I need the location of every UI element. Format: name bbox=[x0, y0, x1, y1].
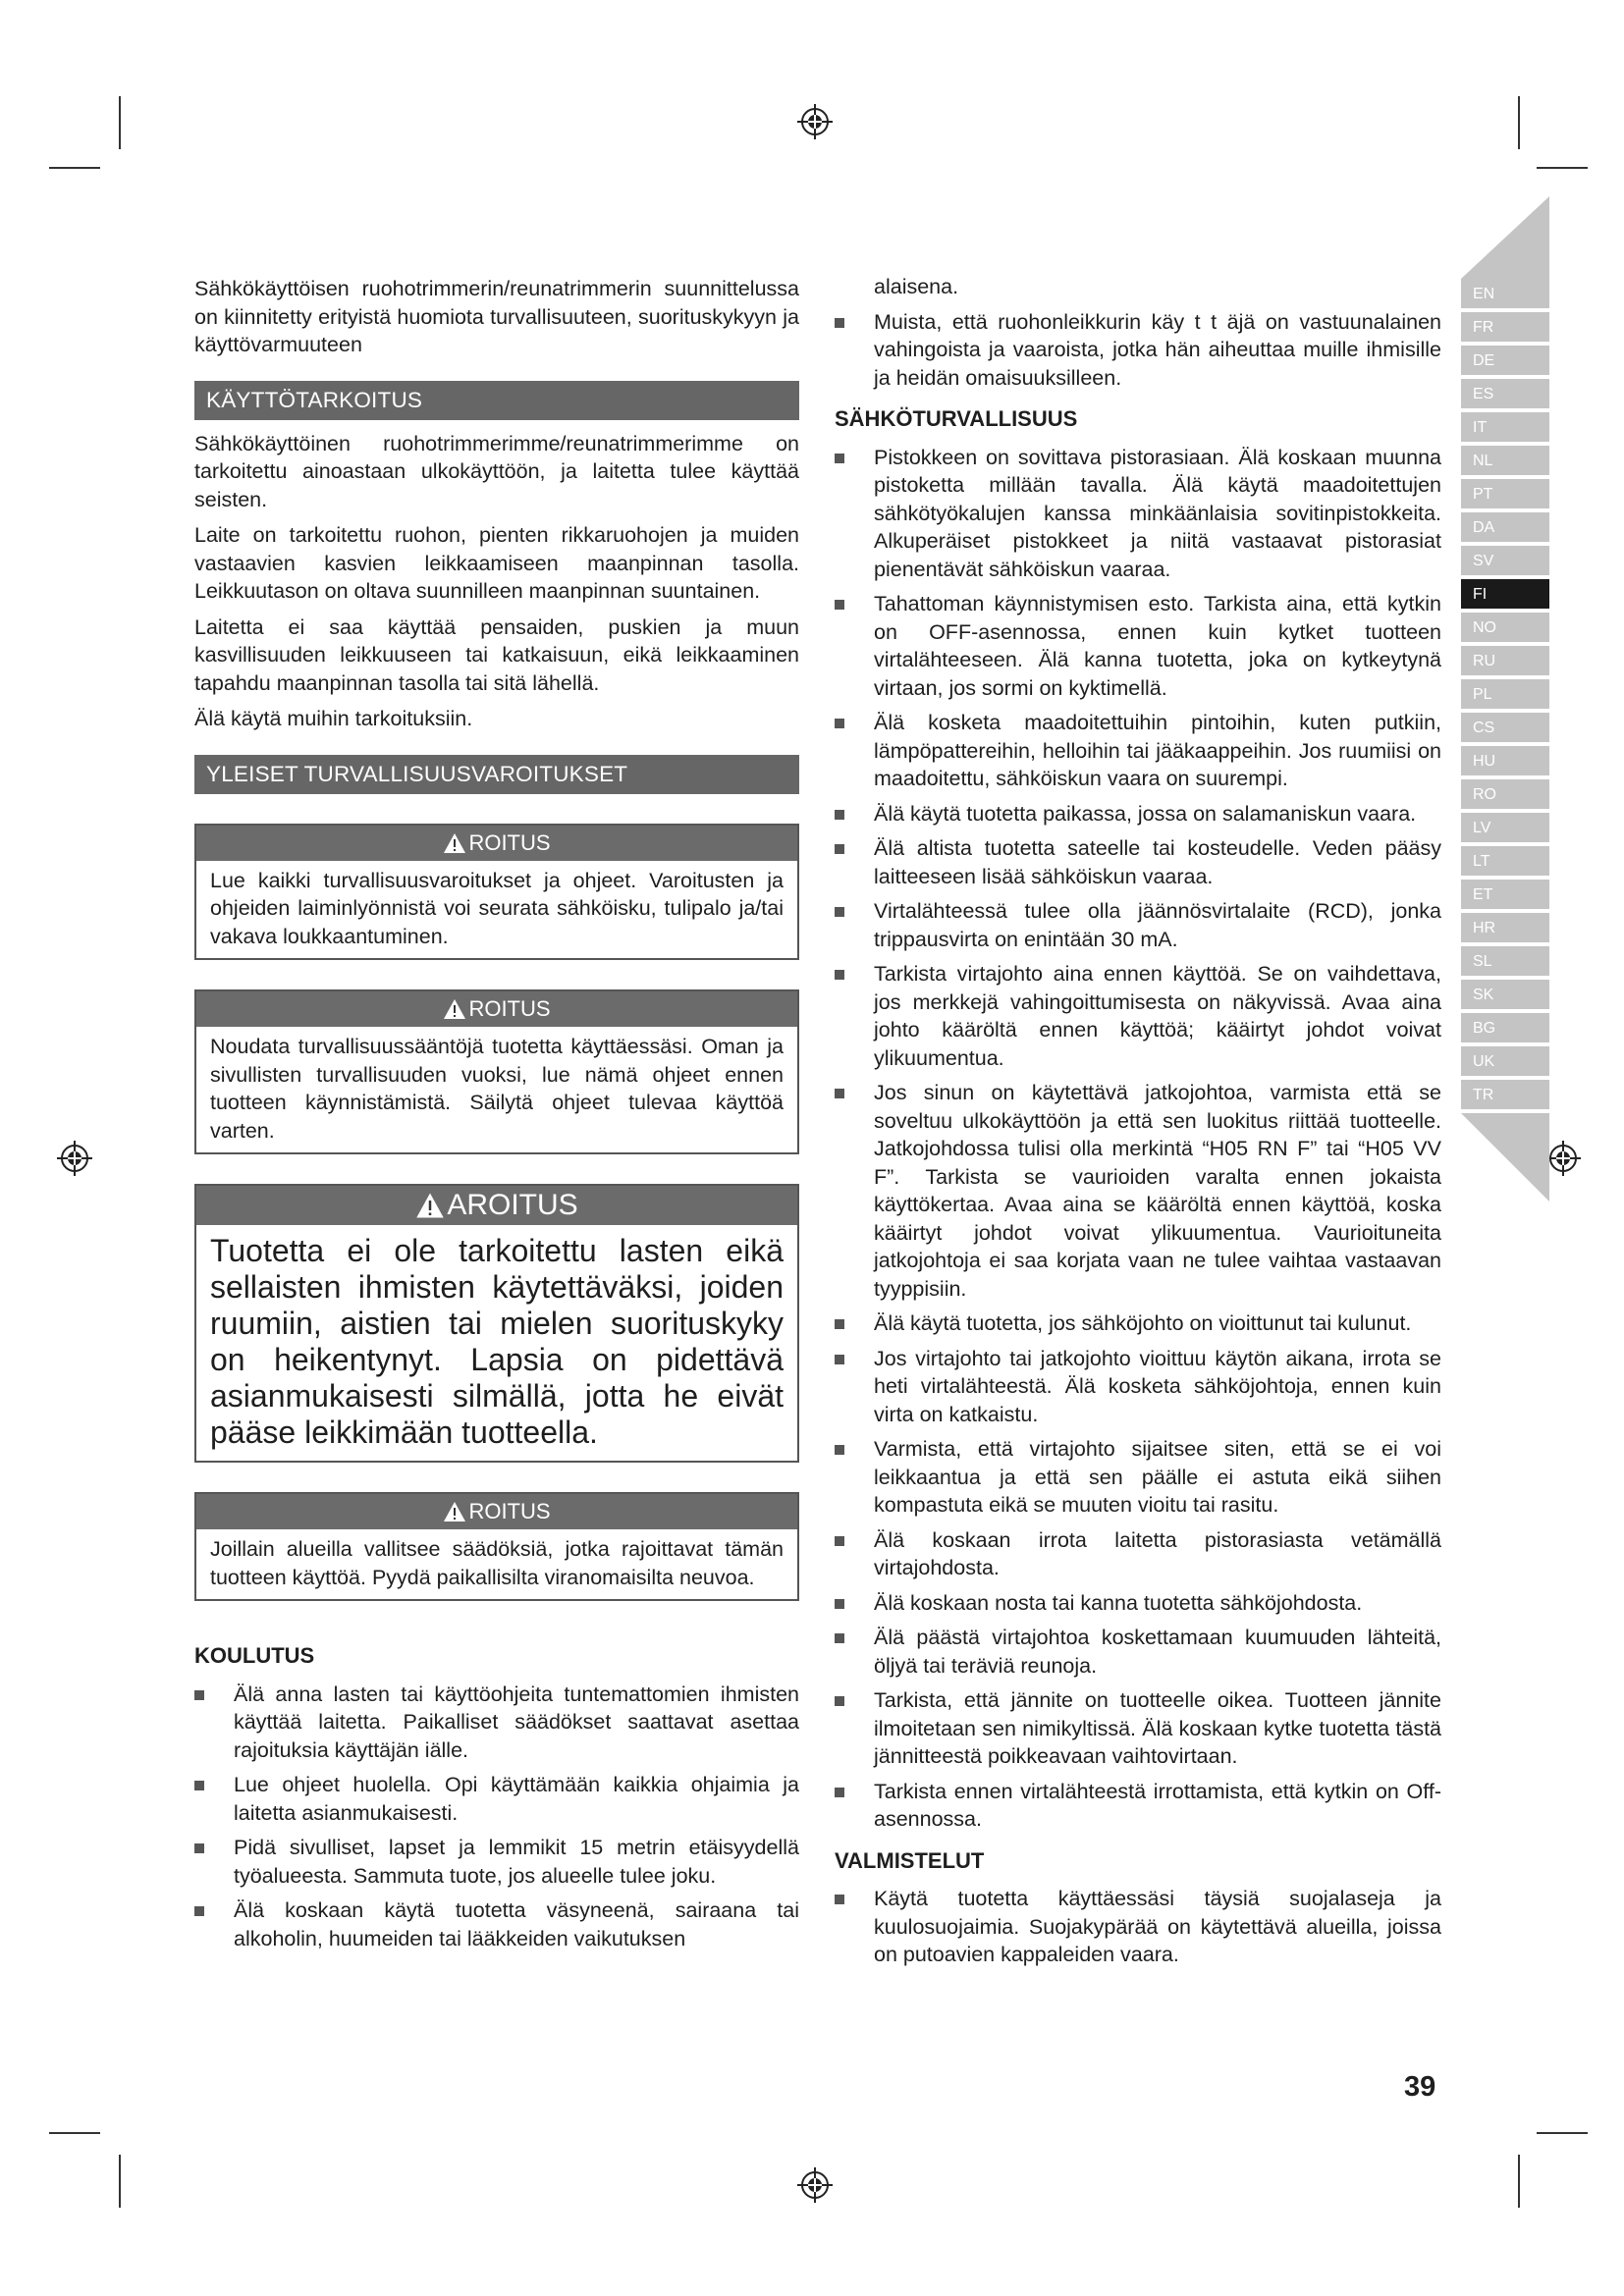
language-tab-lt[interactable]: LT bbox=[1461, 846, 1549, 878]
language-tab-no[interactable]: NO bbox=[1461, 613, 1549, 644]
language-tab-fr[interactable]: FR bbox=[1461, 312, 1549, 344]
list-item: Älä anna lasten tai käyttöohjeita tuntemattomien ihmisten käyttää laitetta. Paikalliset säädökset saattavat asettaa rajoituksia käyttäjän iälle. bbox=[194, 1681, 799, 1765]
list-item: Jos sinun on käytettävä jatkojohtoa, varmista että se soveltuu ulkokäyttöön ja että sen luokitus riittää tuotteelle. Jatkojohdossa tulisi olla merkintä “H05 RN F” tai “H05 VV F”. Tarkista se vaurioiden varalta ennen jokaista käyttökertaa. Avaa aina se kääröltä ennen käyttöä, koska kääirtyt johdot voivat ylikuumentua. Vaurioituneita jatkojohtoja ei saa korjata vaan ne tulee vaihtaa vastaavan tyyppisiin. bbox=[835, 1079, 1441, 1303]
crop-mark bbox=[49, 167, 100, 169]
tab-strip-bottom-triangle bbox=[1461, 1113, 1549, 1201]
intro-text: Sähkökäyttöisen ruohotrimmerin/reunatrimmerin suunnittelussa on kiinnitetty erityistä huomiota turvallisuuteen, suorituskykyyn ja käyttövarmuuteen bbox=[194, 277, 799, 356]
crop-mark bbox=[49, 2132, 100, 2134]
left-column bbox=[194, 275, 799, 1959]
language-tab-de[interactable]: DE bbox=[1461, 346, 1549, 377]
paragraph: Laite on tarkoitettu ruohon, pienten rikkaruohojen ja muiden vastaavien kasvien leikkaamiseen maanpinnan tasolla. Leikkuutason on oltava suunnilleen maanpinnan suuntainen. bbox=[194, 523, 799, 603]
list-item: Älä päästä virtajohtoa koskettamaan kuumuuden lähteitä, öljyä tai teräviä reunoja. bbox=[835, 1624, 1441, 1680]
list-item: Lue ohjeet huolella. Opi käyttämään kaikkia ohjaimia ja laitetta asianmukaisesti. bbox=[194, 1771, 799, 1827]
list-item: Jos virtajohto tai jatkojohto vioittuu käytön aikana, irrota se heti virtalähteestä. Älä kosketa sähköjohtoja, ennen kuin virta on katkaistu. bbox=[835, 1345, 1441, 1429]
language-tab-bg[interactable]: BG bbox=[1461, 1013, 1549, 1044]
list-item: Käytä tuotetta käyttäessäsi täysiä suojalaseja ja kuulosuojaimia. Suojakypärää on käytettävä alueilla, joissa on putoavien kappaleiden vaara. bbox=[835, 1885, 1441, 1969]
language-tab-it[interactable]: IT bbox=[1461, 412, 1549, 444]
list-item: Älä altista tuotetta sateelle tai kosteudelle. Veden pääsy laitteeseen lisää sähköiskun vaaraa. bbox=[835, 834, 1441, 890]
warning-box bbox=[194, 1492, 799, 1601]
crop-mark bbox=[1537, 2132, 1588, 2134]
warning-title: ROITUS bbox=[468, 829, 551, 855]
section-title-training: KOULUTUS bbox=[194, 1643, 315, 1668]
warning-text: Tuotetta ei ole tarkoitettu lasten eikä sellaisten ihmisten käytettäväksi, joiden ruumiin, aistien tai mielen suorituskyky on heikentynyt. Lapsia on pidettävä asianmukaisesti silmällä, jotta he eivät pääse leikkimään tuotteella. bbox=[210, 1233, 784, 1450]
paragraph: Laitetta ei saa käyttää pensaiden, puskien ja muun kasvillisuuden leikkuuseen tai katkaisuun, eikä leikkaaminen tapahdu maanpinnan tasolla tai sitä lähellä. bbox=[194, 614, 799, 695]
list-item: Älä koskaan nosta tai kanna tuotetta sähköjohdosta. bbox=[835, 1589, 1441, 1618]
list-item: Tarkista virtajohto aina ennen käyttöä. Se on vaihdettava, jos merkkejä vahingoittumisesta on näkyvissä. Avaa aina johto kääröltä ennen käyttöä; kääirtyt johdot voivat ylikuumentua. bbox=[835, 960, 1441, 1072]
preparation-list bbox=[835, 1885, 1441, 1969]
warning-text: Noudata turvallisuussääntöjä tuotetta käyttäessäsi. Oman ja sivullisten turvallisuuden vuoksi, lue nämä ohjeet ennen tuotteen käynnistämistä. Säilytä ohjeet tulevaa käyttöä varten. bbox=[210, 1035, 784, 1143]
crop-mark bbox=[1518, 2155, 1520, 2208]
warning-header bbox=[196, 826, 797, 861]
crop-mark bbox=[1537, 167, 1588, 169]
language-tab-ru[interactable]: RU bbox=[1461, 646, 1549, 677]
warning-box bbox=[194, 1184, 799, 1463]
language-tab-pl[interactable]: PL bbox=[1461, 679, 1549, 711]
right-column bbox=[835, 273, 1441, 1976]
warning-header bbox=[196, 1494, 797, 1529]
language-tab-cs[interactable]: CS bbox=[1461, 713, 1549, 744]
warning-box bbox=[194, 989, 799, 1154]
registration-mark-icon bbox=[795, 102, 835, 141]
language-tab-tr[interactable]: TR bbox=[1461, 1080, 1549, 1111]
list-item: Älä koskaan irrota laitetta pistorasiasta vetämällä virtajohdosta. bbox=[835, 1526, 1441, 1582]
paragraph: Sähkökäyttöinen ruohotrimmerimme/reunatrimmerimme on tarkoitettu ainoastaan ulkokäyttöön, ja laitetta tulee käyttää seisten. bbox=[194, 431, 799, 511]
electrical-list bbox=[835, 444, 1441, 1834]
language-tab-fi[interactable]: FI bbox=[1461, 579, 1549, 611]
crop-mark bbox=[1518, 96, 1520, 149]
list-item: Tarkista, että jännite on tuotteelle oikea. Tuotteen jännite ilmoitetaan sen nimikyltissä. Älä koskaan kytke tuotetta tästä jännitteestä poikkeavaan vaihtovirtaan. bbox=[835, 1686, 1441, 1771]
warning-text: Joillain alueilla vallitsee säädöksiä, jotka rajoittavat tämän tuotteen käyttöä. Pyydä paikallisilta viranomaisilta neuvoa. bbox=[210, 1537, 784, 1589]
language-tab-es[interactable]: ES bbox=[1461, 379, 1549, 410]
language-tab-hu[interactable]: HU bbox=[1461, 746, 1549, 777]
training-list bbox=[194, 1681, 799, 1953]
tab-strip-top-triangle bbox=[1461, 196, 1549, 279]
crop-mark bbox=[119, 2155, 121, 2208]
list-item: Virtalähteessä tulee olla jäännösvirtalaite (RCD), jonka trippausvirta on enintään 30 mA. bbox=[835, 897, 1441, 953]
language-tab-nl[interactable]: NL bbox=[1461, 446, 1549, 477]
language-tab-da[interactable]: DA bbox=[1461, 512, 1549, 544]
language-tab-et[interactable]: ET bbox=[1461, 880, 1549, 911]
warning-title: ROITUS bbox=[468, 996, 551, 1021]
warning-triangle-icon bbox=[443, 998, 466, 1020]
list-item: Älä kosketa maadoitettuihin pintoihin, kuten putkiin, lämpöpattereihin, helloihin tai jääkaappeihin. Jos ruumiisi on maadoitettu, sähköiskun vaara on suurempi. bbox=[835, 709, 1441, 793]
warning-text: Lue kaikki turvallisuusvaroitukset ja ohjeet. Varoitusten ja ohjeiden laiminlyönnistä voi seurata sähköisku, tulipalo ja/tai vakava loukkaantuminen. bbox=[210, 868, 784, 948]
language-tab-pt[interactable]: PT bbox=[1461, 479, 1549, 510]
page-number: 39 bbox=[1404, 2071, 1436, 2103]
language-tab-sv[interactable]: SV bbox=[1461, 546, 1549, 577]
language-tab-lv[interactable]: LV bbox=[1461, 813, 1549, 844]
section-title-preparation: VALMISTELUT bbox=[835, 1847, 985, 1873]
warning-triangle-icon bbox=[415, 1192, 445, 1219]
language-tab-sl[interactable]: SL bbox=[1461, 946, 1549, 978]
list-item: Pistokkeen on sovittava pistorasiaan. Älä koskaan muunna pistoketta millään tavalla. Älä käytä maadoitettujen sähkötyökalujen kanssa minkäänlaisia sovitinpistokkeita. Alkuperäiset pistokkeet ja niitä vastaavat pistorasiat pienentävät sähköiskun vaaraa. bbox=[835, 444, 1441, 584]
list-item: Älä käytä tuotetta paikassa, jossa on salamaniskun vaara. bbox=[835, 800, 1441, 828]
list-item: Älä koskaan käytä tuotetta väsyneenä, sairaana tai alkoholin, huumeiden tai lääkkeiden vaikutuksen bbox=[194, 1896, 799, 1952]
responsibility-list bbox=[835, 308, 1441, 393]
section-title-electrical-safety: SÄHKÖTURVALLISUUS bbox=[835, 406, 1078, 431]
warning-title: AROITUS bbox=[447, 1189, 578, 1221]
language-tab-sk[interactable]: SK bbox=[1461, 980, 1549, 1011]
language-tab-uk[interactable]: UK bbox=[1461, 1046, 1549, 1078]
list-item: Pidä sivulliset, lapset ja lemmikit 15 metrin etäisyydellä työalueesta. Sammuta tuote, jos alueelle tulee joku. bbox=[194, 1834, 799, 1890]
list-item: Tarkista ennen virtalähteestä irrottamista, että kytkin on Off-asennossa. bbox=[835, 1778, 1441, 1834]
crop-mark bbox=[119, 96, 121, 149]
warning-box bbox=[194, 824, 799, 961]
warning-triangle-icon bbox=[443, 832, 466, 854]
warning-header bbox=[196, 991, 797, 1027]
list-item: Tahattoman käynnistymisen esto. Tarkista aina, että kytkin on OFF-asennossa, ennen kuin kytket tuotteen virtalähteeseen. Älä kanna tuotetta, joka on kytkeytynä virtaan, jos sormi on kyktimellä. bbox=[835, 590, 1441, 702]
registration-mark-icon bbox=[55, 1139, 94, 1178]
warning-triangle-icon bbox=[443, 1501, 466, 1522]
warning-title: ROITUS bbox=[468, 1499, 551, 1523]
list-item: Muista, että ruohonleikkurin käy t t äjä on vastuunalainen vahingoista ja vaaroista, jotka hän aiheuttaa muille ihmisille ja heidän omaisuuksilleen. bbox=[835, 308, 1441, 393]
list-item: Älä käytä tuotetta, jos sähköjohto on vioittunut tai kulunut. bbox=[835, 1309, 1441, 1338]
registration-mark-icon bbox=[795, 2165, 835, 2205]
language-tab-ro[interactable]: RO bbox=[1461, 779, 1549, 811]
continuation-text: alaisena. bbox=[874, 275, 959, 298]
language-tab-hr[interactable]: HR bbox=[1461, 913, 1549, 944]
paragraph: Älä käytä muihin tarkoituksiin. bbox=[194, 707, 473, 730]
section-title-intended-use: KÄYTTÖTARKOITUS bbox=[194, 381, 799, 420]
language-tab-en[interactable]: EN bbox=[1461, 279, 1549, 310]
section-title-general-safety: YLEISET TURVALLISUUSVAROITUKSET bbox=[194, 755, 799, 794]
registration-mark-icon bbox=[1543, 1139, 1583, 1178]
list-item: Varmista, että virtajohto sijaitsee siten, että se ei voi leikkaantua ja että sen päälle ei astuta eikä siihen kompastuta eikä se muuten vioitu tai rasitu. bbox=[835, 1435, 1441, 1520]
warning-header bbox=[196, 1186, 797, 1225]
